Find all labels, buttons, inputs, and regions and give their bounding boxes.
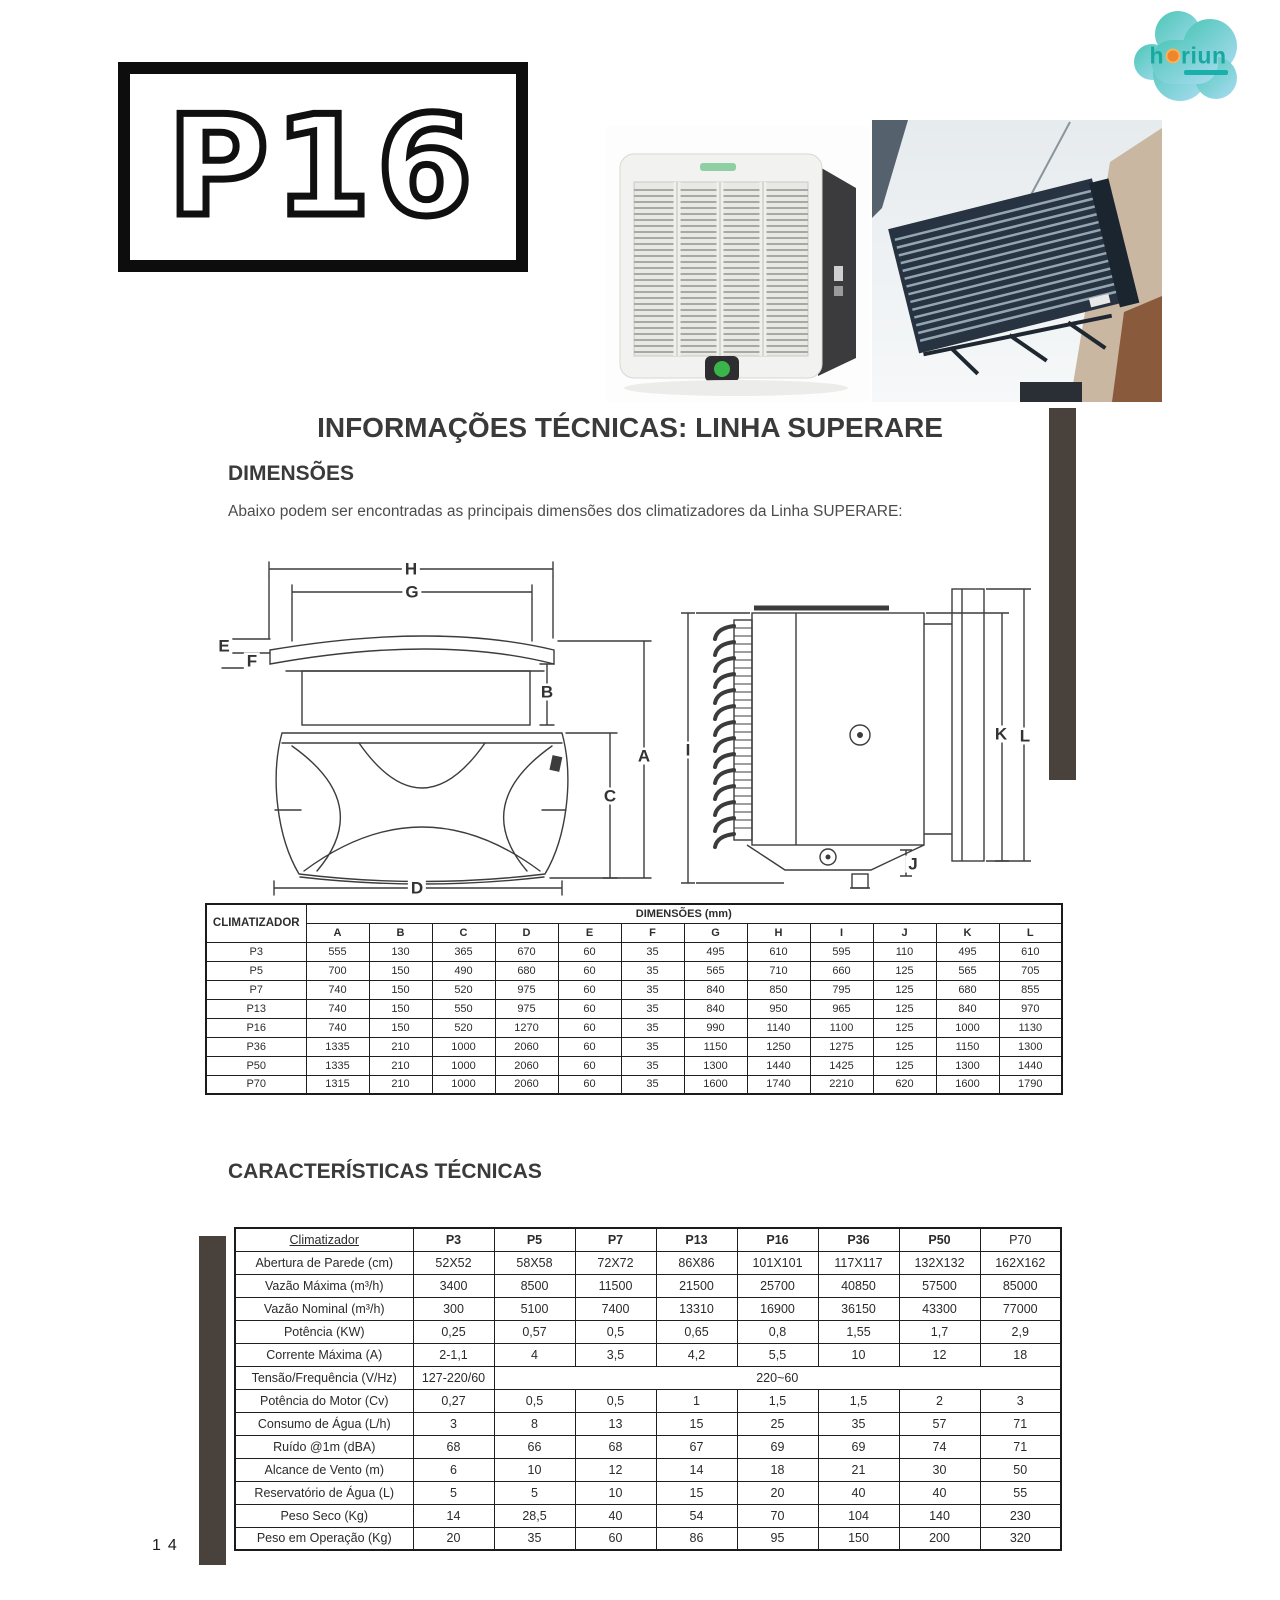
char-value-cell: 8500	[494, 1274, 575, 1297]
char-row	[235, 1389, 1061, 1412]
dim-value-cell: 1100	[810, 1018, 873, 1037]
dim-value-cell: 1250	[747, 1037, 810, 1056]
char-value-cell: 21	[818, 1458, 899, 1481]
char-label-cell: Vazão Máxima (m³/h)	[235, 1274, 413, 1297]
side-view-diagram	[652, 552, 1040, 902]
dim-value-cell: 2060	[495, 1056, 558, 1075]
dim-value-cell: 1000	[432, 1037, 495, 1056]
char-col-P70: P70	[980, 1228, 1061, 1251]
char-value-cell: 28,5	[494, 1504, 575, 1527]
char-value-cell: 21500	[656, 1274, 737, 1297]
char-value-cell: 57500	[899, 1274, 980, 1297]
dim-value-cell: 1440	[747, 1056, 810, 1075]
dim-value-cell: 35	[621, 942, 684, 961]
char-value-cell: 18	[737, 1458, 818, 1481]
dim-value-cell: 1425	[810, 1056, 873, 1075]
dim-value-cell: 150	[369, 1018, 432, 1037]
dim-value-cell: 210	[369, 1037, 432, 1056]
char-value-cell: 15	[656, 1481, 737, 1504]
dim-value-cell: 495	[684, 942, 747, 961]
dimensions-intro: Abaixo podem ser encontradas as principais dimensões dos climatizadores da Linha SUPERARE:	[228, 503, 903, 520]
char-value-cell: 0,5	[575, 1389, 656, 1412]
dim-model-cell: P13	[206, 999, 306, 1018]
dim-value-cell: 2210	[810, 1075, 873, 1094]
dim-value-cell: 1270	[495, 1018, 558, 1037]
char-value-cell: 0,65	[656, 1320, 737, 1343]
dim-corner-header: CLIMATIZADOR	[206, 904, 306, 942]
dim-value-cell: 840	[936, 999, 999, 1018]
brand-tagline-bar	[1184, 70, 1228, 75]
accent-bar-left	[199, 1236, 226, 1565]
char-row	[235, 1343, 1061, 1366]
dim-value-cell: 150	[369, 961, 432, 980]
dim-value-cell: 1150	[684, 1037, 747, 1056]
dim-value-cell: 990	[684, 1018, 747, 1037]
char-value-cell: 127-220/60	[413, 1366, 494, 1389]
model-badge-box	[118, 62, 528, 272]
dim-label-G: G	[402, 584, 421, 601]
dim-value-cell: 855	[999, 980, 1062, 999]
dim-col-L: L	[999, 923, 1062, 942]
dim-value-cell: 705	[999, 961, 1062, 980]
char-value-cell: 10	[494, 1458, 575, 1481]
char-value-cell: 11500	[575, 1274, 656, 1297]
dim-value-cell: 1275	[810, 1037, 873, 1056]
char-value-cell: 6	[413, 1458, 494, 1481]
char-value-cell: 85000	[980, 1274, 1061, 1297]
dim-value-cell: 970	[999, 999, 1062, 1018]
dim-col-K: K	[936, 923, 999, 942]
dim-value-cell: 125	[873, 1037, 936, 1056]
dim-value-cell: 60	[558, 1056, 621, 1075]
char-value-cell: 40850	[818, 1274, 899, 1297]
char-value-cell: 50	[980, 1458, 1061, 1481]
dim-value-cell: 660	[810, 961, 873, 980]
char-value-cell: 86X86	[656, 1251, 737, 1274]
dim-value-cell: 840	[684, 999, 747, 1018]
dim-value-cell: 710	[747, 961, 810, 980]
char-label-cell: Reservatório de Água (L)	[235, 1481, 413, 1504]
char-value-cell: 117X117	[818, 1251, 899, 1274]
char-value-cell: 66	[494, 1435, 575, 1458]
char-value-cell: 30	[899, 1458, 980, 1481]
dim-model-cell: P50	[206, 1056, 306, 1075]
char-col-P13: P13	[656, 1228, 737, 1251]
dim-value-cell: 680	[936, 980, 999, 999]
product-photo-installed	[872, 120, 1162, 402]
dim-value-cell: 1335	[306, 1037, 369, 1056]
model-badge-text: P16	[167, 86, 479, 247]
char-value-cell: 74	[899, 1435, 980, 1458]
dim-value-cell: 35	[621, 1018, 684, 1037]
char-label-cell: Potência do Motor (Cv)	[235, 1389, 413, 1412]
dim-model-cell: P70	[206, 1075, 306, 1094]
dim-value-cell: 1740	[747, 1075, 810, 1094]
char-value-cell: 13	[575, 1412, 656, 1435]
char-value-cell: 68	[575, 1435, 656, 1458]
dim-value-cell: 60	[558, 942, 621, 961]
dim-col-B: B	[369, 923, 432, 942]
char-value-cell: 40	[818, 1481, 899, 1504]
char-value-cell: 16900	[737, 1297, 818, 1320]
dim-value-cell: 1130	[999, 1018, 1062, 1037]
char-value-cell: 36150	[818, 1297, 899, 1320]
char-row	[235, 1504, 1061, 1527]
dim-value-cell: 610	[747, 942, 810, 961]
accent-bar-right	[1049, 408, 1076, 780]
dim-label-A: A	[635, 748, 653, 765]
char-value-cell: 14	[413, 1504, 494, 1527]
char-value-cell: 1,5	[737, 1389, 818, 1412]
char-value-cell: 320	[980, 1527, 1061, 1550]
dim-value-cell: 150	[369, 999, 432, 1018]
char-value-cell: 58X58	[494, 1251, 575, 1274]
dim-row-P50	[206, 1056, 1062, 1075]
dim-value-cell: 520	[432, 1018, 495, 1037]
char-value-cell: 55	[980, 1481, 1061, 1504]
char-row	[235, 1481, 1061, 1504]
char-value-cell: 25700	[737, 1274, 818, 1297]
dimensions-table-container	[205, 903, 1063, 1095]
dim-value-cell: 840	[684, 980, 747, 999]
dim-value-cell: 35	[621, 1075, 684, 1094]
char-label-cell: Vazão Nominal (m³/h)	[235, 1297, 413, 1320]
dim-header-row-letters	[206, 923, 1062, 942]
dim-col-D: D	[495, 923, 558, 942]
dim-value-cell: 1000	[432, 1075, 495, 1094]
dim-row-P5	[206, 961, 1062, 980]
char-value-cell: 43300	[899, 1297, 980, 1320]
dim-value-cell: 740	[306, 999, 369, 1018]
char-value-cell: 72X72	[575, 1251, 656, 1274]
char-value-cell: 71	[980, 1435, 1061, 1458]
char-label-cell: Tensão/Frequência (V/Hz)	[235, 1366, 413, 1389]
char-merged-value-cell: 220~60	[494, 1366, 1061, 1389]
dim-label-K: K	[992, 726, 1010, 743]
dim-col-F: F	[621, 923, 684, 942]
dim-value-cell: 740	[306, 1018, 369, 1037]
dim-col-J: J	[873, 923, 936, 942]
dim-col-C: C	[432, 923, 495, 942]
dim-value-cell: 620	[873, 1075, 936, 1094]
dim-value-cell: 1300	[936, 1056, 999, 1075]
char-value-cell: 104	[818, 1504, 899, 1527]
dim-model-cell: P36	[206, 1037, 306, 1056]
char-value-cell: 3,5	[575, 1343, 656, 1366]
dim-col-G: G	[684, 923, 747, 942]
char-row	[235, 1458, 1061, 1481]
dim-value-cell: 1150	[936, 1037, 999, 1056]
dim-value-cell: 1315	[306, 1075, 369, 1094]
dim-value-cell: 60	[558, 999, 621, 1018]
dim-value-cell: 1600	[936, 1075, 999, 1094]
char-value-cell: 101X101	[737, 1251, 818, 1274]
dim-row-P70	[206, 1075, 1062, 1094]
char-col-P50: P50	[899, 1228, 980, 1251]
dim-label-L: L	[1017, 728, 1033, 745]
brand-letters-rest: riun	[1181, 42, 1227, 69]
char-value-cell: 5100	[494, 1297, 575, 1320]
char-value-cell: 4	[494, 1343, 575, 1366]
dim-label-I: I	[683, 742, 694, 759]
char-row	[235, 1435, 1061, 1458]
dim-value-cell: 1000	[432, 1056, 495, 1075]
char-value-cell: 35	[818, 1412, 899, 1435]
dim-value-cell: 850	[747, 980, 810, 999]
char-value-cell: 5,5	[737, 1343, 818, 1366]
dim-value-cell: 1440	[999, 1056, 1062, 1075]
char-row	[235, 1412, 1061, 1435]
char-label-cell: Peso em Operação (Kg)	[235, 1527, 413, 1550]
dim-value-cell: 520	[432, 980, 495, 999]
dim-value-cell: 795	[810, 980, 873, 999]
dim-value-cell: 495	[936, 942, 999, 961]
char-value-cell: 15	[656, 1412, 737, 1435]
dim-value-cell: 35	[621, 961, 684, 980]
dim-value-cell: 2060	[495, 1037, 558, 1056]
char-value-cell: 13310	[656, 1297, 737, 1320]
char-value-cell: 12	[575, 1458, 656, 1481]
dim-value-cell: 740	[306, 980, 369, 999]
dim-value-cell: 950	[747, 999, 810, 1018]
char-value-cell: 35	[494, 1527, 575, 1550]
dim-value-cell: 1335	[306, 1056, 369, 1075]
dim-value-cell: 60	[558, 1075, 621, 1094]
char-value-cell: 1	[656, 1389, 737, 1412]
char-label-cell: Corrente Máxima (A)	[235, 1343, 413, 1366]
dim-model-cell: P16	[206, 1018, 306, 1037]
char-label-cell: Ruído @1m (dBA)	[235, 1435, 413, 1458]
char-value-cell: 40	[899, 1481, 980, 1504]
dim-value-cell: 555	[306, 942, 369, 961]
char-value-cell: 54	[656, 1504, 737, 1527]
dim-value-cell: 125	[873, 1056, 936, 1075]
dim-value-cell: 595	[810, 942, 873, 961]
dimensions-table	[205, 903, 1063, 1095]
dim-value-cell: 670	[495, 942, 558, 961]
char-value-cell: 57	[899, 1412, 980, 1435]
char-label-cell: Alcance de Vento (m)	[235, 1458, 413, 1481]
dim-value-cell: 700	[306, 961, 369, 980]
product-photo-front	[606, 126, 870, 402]
char-row	[235, 1366, 1061, 1389]
dim-value-cell: 365	[432, 942, 495, 961]
brand-letter-first: h	[1149, 42, 1165, 69]
front-view-diagram	[212, 540, 660, 896]
dim-model-cell: P3	[206, 942, 306, 961]
page-number: 14	[152, 1537, 184, 1554]
char-value-cell: 2-1,1	[413, 1343, 494, 1366]
dim-value-cell: 2060	[495, 1075, 558, 1094]
dim-value-cell: 125	[873, 980, 936, 999]
char-value-cell: 1,55	[818, 1320, 899, 1343]
char-label-cell: Peso Seco (Kg)	[235, 1504, 413, 1527]
dim-value-cell: 60	[558, 961, 621, 980]
char-value-cell: 5	[413, 1481, 494, 1504]
char-value-cell: 3400	[413, 1274, 494, 1297]
characteristics-heading: CARACTERÍSTICAS TÉCNICAS	[228, 1160, 542, 1183]
char-value-cell: 3	[980, 1389, 1061, 1412]
char-value-cell: 0,8	[737, 1320, 818, 1343]
char-value-cell: 5	[494, 1481, 575, 1504]
char-row	[235, 1274, 1061, 1297]
brand-logo	[1122, 4, 1254, 116]
char-value-cell: 95	[737, 1527, 818, 1550]
char-col-P3: P3	[413, 1228, 494, 1251]
dim-value-cell: 680	[495, 961, 558, 980]
char-header-row	[235, 1228, 1061, 1251]
dim-value-cell: 35	[621, 999, 684, 1018]
char-value-cell: 8	[494, 1412, 575, 1435]
char-value-cell: 77000	[980, 1297, 1061, 1320]
dim-value-cell: 60	[558, 980, 621, 999]
char-value-cell: 2,9	[980, 1320, 1061, 1343]
char-value-cell: 300	[413, 1297, 494, 1320]
char-value-cell: 4,2	[656, 1343, 737, 1366]
char-value-cell: 162X162	[980, 1251, 1061, 1274]
char-value-cell: 18	[980, 1343, 1061, 1366]
char-label-cell: Consumo de Água (L/h)	[235, 1412, 413, 1435]
dim-value-cell: 125	[873, 961, 936, 980]
char-value-cell: 25	[737, 1412, 818, 1435]
dim-value-cell: 1300	[684, 1056, 747, 1075]
dim-value-cell: 35	[621, 1056, 684, 1075]
dimensions-heading: DIMENSÕES	[228, 462, 355, 485]
dim-label-J: J	[905, 856, 920, 873]
characteristics-table-container	[234, 1227, 1062, 1551]
dim-value-cell: 565	[684, 961, 747, 980]
char-value-cell: 10	[575, 1481, 656, 1504]
char-value-cell: 7400	[575, 1297, 656, 1320]
char-label-cell: Potência (KW)	[235, 1320, 413, 1343]
char-col-P5: P5	[494, 1228, 575, 1251]
dim-header-row-group	[206, 904, 1062, 923]
char-value-cell: 3	[413, 1412, 494, 1435]
dim-label-E: E	[215, 638, 232, 655]
dim-label-C: C	[601, 788, 619, 805]
char-value-cell: 0,5	[575, 1320, 656, 1343]
dim-row-P7	[206, 980, 1062, 999]
dim-value-cell: 565	[936, 961, 999, 980]
char-col-P7: P7	[575, 1228, 656, 1251]
brand-o-icon	[1165, 49, 1180, 64]
char-value-cell: 60	[575, 1527, 656, 1550]
dim-value-cell: 60	[558, 1018, 621, 1037]
dim-value-cell: 1140	[747, 1018, 810, 1037]
dim-value-cell: 35	[621, 1037, 684, 1056]
char-value-cell: 71	[980, 1412, 1061, 1435]
char-row	[235, 1251, 1061, 1274]
char-value-cell: 140	[899, 1504, 980, 1527]
char-value-cell: 20	[413, 1527, 494, 1550]
dim-value-cell: 60	[558, 1037, 621, 1056]
characteristics-table	[234, 1227, 1062, 1551]
dim-value-cell: 1600	[684, 1075, 747, 1094]
char-value-cell: 200	[899, 1527, 980, 1550]
char-col-P16: P16	[737, 1228, 818, 1251]
front-view-drawing	[212, 540, 660, 896]
dim-group-header: DIMENSÕES (mm)	[306, 904, 1062, 923]
char-row	[235, 1320, 1061, 1343]
dim-value-cell: 125	[873, 999, 936, 1018]
dim-value-cell: 975	[495, 999, 558, 1018]
char-value-cell: 0,25	[413, 1320, 494, 1343]
char-value-cell: 1,5	[818, 1389, 899, 1412]
dim-row-P16	[206, 1018, 1062, 1037]
dim-row-P13	[206, 999, 1062, 1018]
dim-col-H: H	[747, 923, 810, 942]
dim-value-cell: 550	[432, 999, 495, 1018]
char-value-cell: 69	[818, 1435, 899, 1458]
dim-value-cell: 110	[873, 942, 936, 961]
dim-value-cell: 130	[369, 942, 432, 961]
dim-value-cell: 610	[999, 942, 1062, 961]
char-value-cell: 20	[737, 1481, 818, 1504]
dim-value-cell: 125	[873, 1018, 936, 1037]
char-value-cell: 12	[899, 1343, 980, 1366]
char-value-cell: 0,57	[494, 1320, 575, 1343]
dim-label-H: H	[402, 561, 420, 578]
char-value-cell: 86	[656, 1527, 737, 1550]
char-value-cell: 0,5	[494, 1389, 575, 1412]
dim-col-I: I	[810, 923, 873, 942]
dim-value-cell: 490	[432, 961, 495, 980]
dim-row-P3	[206, 942, 1062, 961]
char-value-cell: 14	[656, 1458, 737, 1481]
dim-value-cell: 975	[495, 980, 558, 999]
char-value-cell: 1,7	[899, 1320, 980, 1343]
char-value-cell: 67	[656, 1435, 737, 1458]
char-row	[235, 1297, 1061, 1320]
brand-name	[1149, 42, 1227, 69]
dim-label-F: F	[244, 653, 260, 670]
char-value-cell: 2	[899, 1389, 980, 1412]
dim-col-A: A	[306, 923, 369, 942]
char-value-cell: 0,27	[413, 1389, 494, 1412]
dim-row-P36	[206, 1037, 1062, 1056]
dim-value-cell: 210	[369, 1075, 432, 1094]
dim-col-E: E	[558, 923, 621, 942]
dim-label-B: B	[538, 684, 556, 701]
char-value-cell: 68	[413, 1435, 494, 1458]
char-value-cell: 150	[818, 1527, 899, 1550]
char-row	[235, 1527, 1061, 1550]
dim-model-cell: P5	[206, 961, 306, 980]
dim-value-cell: 1300	[999, 1037, 1062, 1056]
dim-model-cell: P7	[206, 980, 306, 999]
dim-value-cell: 150	[369, 980, 432, 999]
page-title: INFORMAÇÕES TÉCNICAS: LINHA SUPERARE	[317, 412, 943, 443]
char-label-cell: Abertura de Parede (cm)	[235, 1251, 413, 1274]
side-view-drawing	[652, 552, 1040, 902]
char-col-P36: P36	[818, 1228, 899, 1251]
char-value-cell: 230	[980, 1504, 1061, 1527]
char-value-cell: 69	[737, 1435, 818, 1458]
char-value-cell: 40	[575, 1504, 656, 1527]
dim-label-D: D	[408, 880, 426, 897]
char-value-cell: 10	[818, 1343, 899, 1366]
dim-value-cell: 210	[369, 1056, 432, 1075]
dim-value-cell: 965	[810, 999, 873, 1018]
dim-value-cell: 1790	[999, 1075, 1062, 1094]
char-col-Climatizador: Climatizador	[235, 1228, 413, 1251]
dim-value-cell: 1000	[936, 1018, 999, 1037]
dim-value-cell: 35	[621, 980, 684, 999]
char-value-cell: 132X132	[899, 1251, 980, 1274]
char-value-cell: 52X52	[413, 1251, 494, 1274]
char-value-cell: 70	[737, 1504, 818, 1527]
